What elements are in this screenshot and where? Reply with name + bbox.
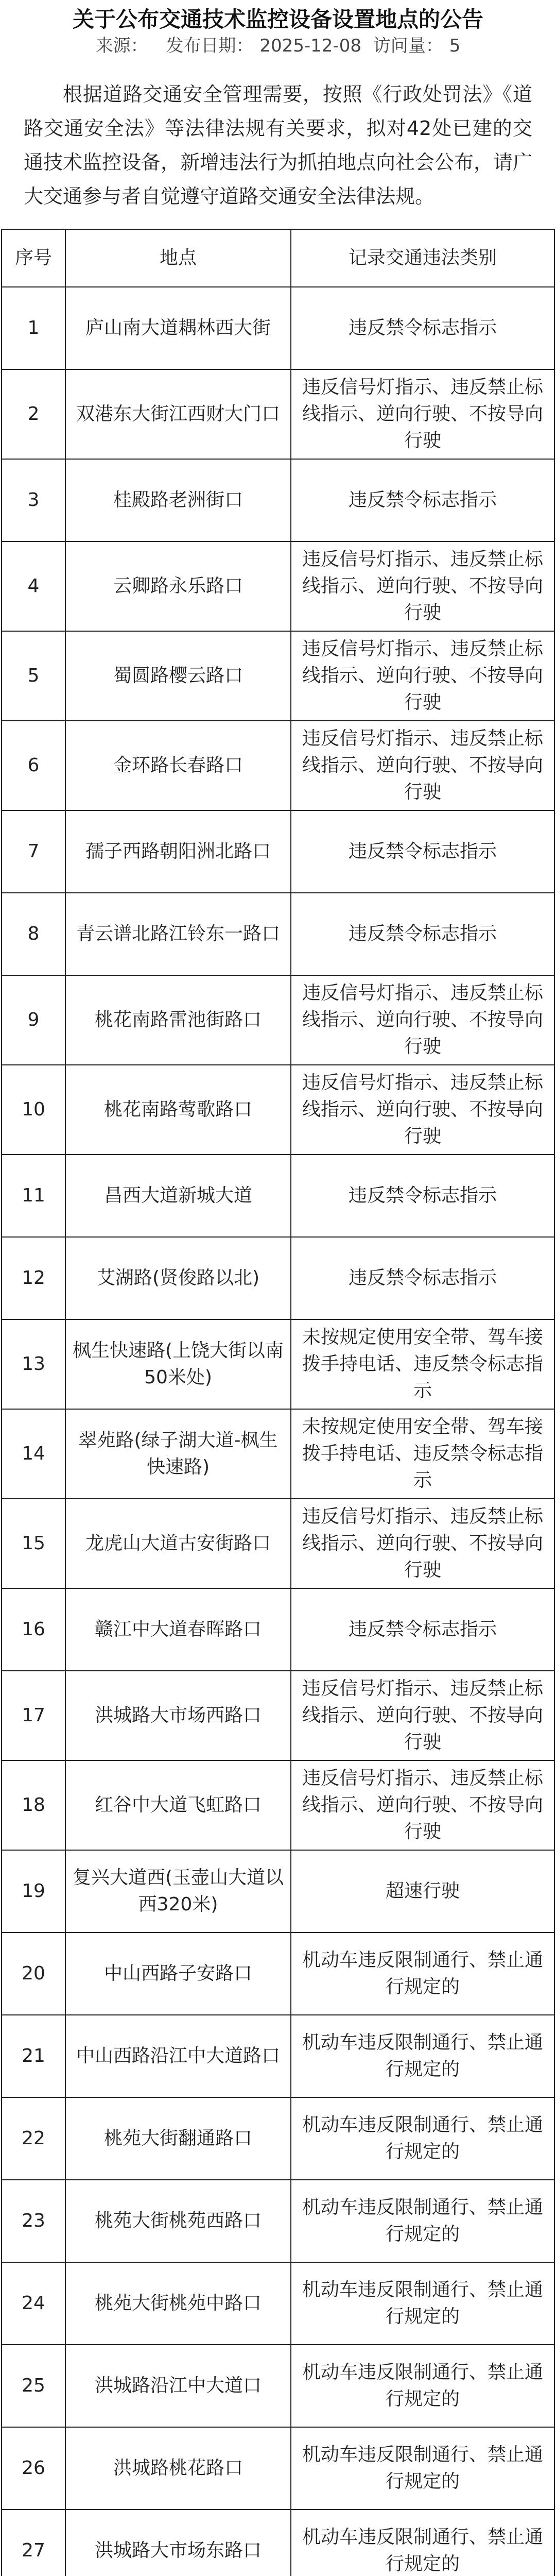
table-row xyxy=(2,2345,554,2427)
row-violation-type: 机动车违反限制通行、禁止通行规定的 xyxy=(291,2427,554,2510)
table-row xyxy=(2,2427,554,2510)
table-row xyxy=(2,2180,554,2262)
row-location: 蜀圆路樱云路口 xyxy=(65,631,291,721)
row-number: 18 xyxy=(2,1760,65,1850)
row-number: 21 xyxy=(2,2015,65,2097)
row-location: 桃花南路莺歌路口 xyxy=(65,1065,291,1155)
row-violation-type: 超速行驶 xyxy=(291,1850,554,1933)
source-label: 来源： xyxy=(95,36,148,56)
row-number: 20 xyxy=(2,1933,65,2015)
row-number: 7 xyxy=(2,810,65,893)
row-number: 12 xyxy=(2,1237,65,1319)
table-row xyxy=(2,975,554,1065)
table-row xyxy=(2,2097,554,2180)
row-number: 23 xyxy=(2,2180,65,2262)
table-row xyxy=(2,1155,554,1237)
table-header-row xyxy=(2,229,554,287)
table-row xyxy=(2,810,554,893)
row-violation-type: 违反禁令标志指示 xyxy=(291,1588,554,1671)
table-row xyxy=(2,1588,554,1671)
row-violation-type: 违反信号灯指示、违反禁止标线指示、逆向行驶、不按导向行驶 xyxy=(291,721,554,810)
table-row xyxy=(2,369,554,459)
row-violation-type: 违反信号灯指示、违反禁止标线指示、逆向行驶、不按导向行驶 xyxy=(291,369,554,459)
row-location: 青云谱北路江铃东一路口 xyxy=(65,893,291,975)
table-row xyxy=(2,1409,554,1499)
row-number: 8 xyxy=(2,893,65,975)
header-violation-type: 记录交通违法类别 xyxy=(291,229,554,287)
table-row xyxy=(2,631,554,721)
row-location: 桃苑大街桃苑中路口 xyxy=(65,2262,291,2345)
row-location: 赣江中大道春晖路口 xyxy=(65,1588,291,1671)
row-location: 枫生快速路(上饶大街以南50米处) xyxy=(65,1319,291,1409)
intro-paragraph: 根据道路交通安全管理需要，按照《行政处罚法》《道路交通安全法》等法律法规有关要求，拟对42处已建的交通技术监控设备，新增违法行为抓拍地点向社会公布，请广大交通参与者自觉遵守道路交通安全法律法规。 xyxy=(24,83,533,208)
row-violation-type: 违反禁令标志指示 xyxy=(291,810,554,893)
row-location: 龙虎山大道古安街路口 xyxy=(65,1499,291,1588)
table-row xyxy=(2,2510,554,2576)
row-location: 桃苑大街翻通路口 xyxy=(65,2097,291,2180)
header-num: 序号 xyxy=(2,229,65,287)
row-violation-type: 机动车违反限制通行、禁止通行规定的 xyxy=(291,2180,554,2262)
row-location: 桂殿路老洲街口 xyxy=(65,459,291,541)
row-violation-type: 违反信号灯指示、违反禁止标线指示、逆向行驶、不按导向行驶 xyxy=(291,631,554,721)
row-number: 11 xyxy=(2,1155,65,1237)
row-location: 复兴大道西(玉壶山大道以西320米) xyxy=(65,1850,291,1933)
row-location: 孺子西路朝阳洲北路口 xyxy=(65,810,291,893)
row-violation-type: 违反禁令标志指示 xyxy=(291,287,554,369)
published-date: 2025-12-08 xyxy=(259,36,361,56)
row-violation-type: 机动车违反限制通行、禁止通行规定的 xyxy=(291,2015,554,2097)
row-number: 26 xyxy=(2,2427,65,2510)
table-row xyxy=(2,893,554,975)
table-row xyxy=(2,2015,554,2097)
row-location: 桃苑大街桃苑西路口 xyxy=(65,2180,291,2262)
row-number: 3 xyxy=(2,459,65,541)
row-location: 双港东大街江西财大门口 xyxy=(65,369,291,459)
row-number: 22 xyxy=(2,2097,65,2180)
row-violation-type: 违反禁令标志指示 xyxy=(291,459,554,541)
row-number: 6 xyxy=(2,721,65,810)
row-number: 1 xyxy=(2,287,65,369)
row-violation-type: 未按规定使用安全带、驾车接拨手持电话、违反禁令标志指示 xyxy=(291,1409,554,1499)
row-location: 洪城路大市场东路口 xyxy=(65,2510,291,2576)
row-number: 13 xyxy=(2,1319,65,1409)
row-number: 24 xyxy=(2,2262,65,2345)
row-violation-type: 违反信号灯指示、违反禁止标线指示、逆向行驶、不按导向行驶 xyxy=(291,1499,554,1588)
table-row xyxy=(2,1760,554,1850)
row-number: 16 xyxy=(2,1588,65,1671)
row-violation-type: 违反禁令标志指示 xyxy=(291,1155,554,1237)
locations-table-wrapper xyxy=(0,229,556,2576)
row-violation-type: 违反信号灯指示、违反禁止标线指示、逆向行驶、不按导向行驶 xyxy=(291,1760,554,1850)
table-row xyxy=(2,1319,554,1409)
table-row xyxy=(2,287,554,369)
row-location: 中山西路沿江中大道路口 xyxy=(65,2015,291,2097)
table-body xyxy=(2,287,554,2576)
views-count: 5 xyxy=(449,36,461,56)
row-violation-type: 违反信号灯指示、违反禁止标线指示、逆向行驶、不按导向行驶 xyxy=(291,975,554,1065)
row-number: 19 xyxy=(2,1850,65,1933)
table-row xyxy=(2,1850,554,1933)
table-row xyxy=(2,721,554,810)
row-location: 洪城路沿江中大道口 xyxy=(65,2345,291,2427)
row-violation-type: 机动车违反限制通行、禁止通行规定的 xyxy=(291,2097,554,2180)
row-violation-type: 未按规定使用安全带、驾车接拨手持电话、违反禁令标志指示 xyxy=(291,1319,554,1409)
row-number: 10 xyxy=(2,1065,65,1155)
row-number: 5 xyxy=(2,631,65,721)
row-number: 14 xyxy=(2,1409,65,1499)
row-violation-type: 违反信号灯指示、违反禁止标线指示、逆向行驶、不按导向行驶 xyxy=(291,1065,554,1155)
row-location: 庐山南大道耦林西大街 xyxy=(65,287,291,369)
table-row xyxy=(2,541,554,631)
row-violation-type: 机动车违反限制通行、禁止通行规定的 xyxy=(291,1933,554,2015)
row-number: 27 xyxy=(2,2510,65,2576)
table-row xyxy=(2,1671,554,1760)
row-location: 昌西大道新城大道 xyxy=(65,1155,291,1237)
row-location: 桃花南路雷池街路口 xyxy=(65,975,291,1065)
locations-table xyxy=(1,229,555,2576)
table-row xyxy=(2,1065,554,1155)
table-row xyxy=(2,459,554,541)
row-location: 翠苑路(绿子湖大道-枫生快速路) xyxy=(65,1409,291,1499)
row-number: 25 xyxy=(2,2345,65,2427)
row-number: 2 xyxy=(2,369,65,459)
row-violation-type: 违反禁令标志指示 xyxy=(291,893,554,975)
row-violation-type: 机动车违反限制通行、禁止通行规定的 xyxy=(291,2345,554,2427)
table-row xyxy=(2,1499,554,1588)
row-location: 艾湖路(贤俊路以北) xyxy=(65,1237,291,1319)
row-location: 洪城路桃花路口 xyxy=(65,2427,291,2510)
table-row xyxy=(2,1933,554,2015)
row-violation-type: 机动车违反限制通行、禁止通行规定的 xyxy=(291,2262,554,2345)
row-violation-type: 机动车违反限制通行、禁止通行规定的 xyxy=(291,2510,554,2576)
views-label: 访问量： xyxy=(373,36,443,56)
row-location: 中山西路子安路口 xyxy=(65,1933,291,2015)
article-meta xyxy=(0,34,556,58)
row-number: 15 xyxy=(2,1499,65,1588)
table-row xyxy=(2,2262,554,2345)
table-row xyxy=(2,1237,554,1319)
row-number: 17 xyxy=(2,1671,65,1760)
row-location: 金环路长春路口 xyxy=(65,721,291,810)
page-title: 关于公布交通技术监控设备设置地点的公告 xyxy=(72,7,483,32)
row-violation-type: 违反禁令标志指示 xyxy=(291,1237,554,1319)
row-location: 云卿路永乐路口 xyxy=(65,541,291,631)
row-violation-type: 违反信号灯指示、违反禁止标线指示、逆向行驶、不按导向行驶 xyxy=(291,541,554,631)
row-violation-type: 违反信号灯指示、违反禁止标线指示、逆向行驶、不按导向行驶 xyxy=(291,1671,554,1760)
header-location: 地点 xyxy=(65,229,291,287)
row-number: 9 xyxy=(2,975,65,1065)
row-location: 红谷中大道飞虹路口 xyxy=(65,1760,291,1850)
row-location: 洪城路大市场西路口 xyxy=(65,1671,291,1760)
published-label: 发布日期： xyxy=(166,36,254,56)
row-number: 4 xyxy=(2,541,65,631)
